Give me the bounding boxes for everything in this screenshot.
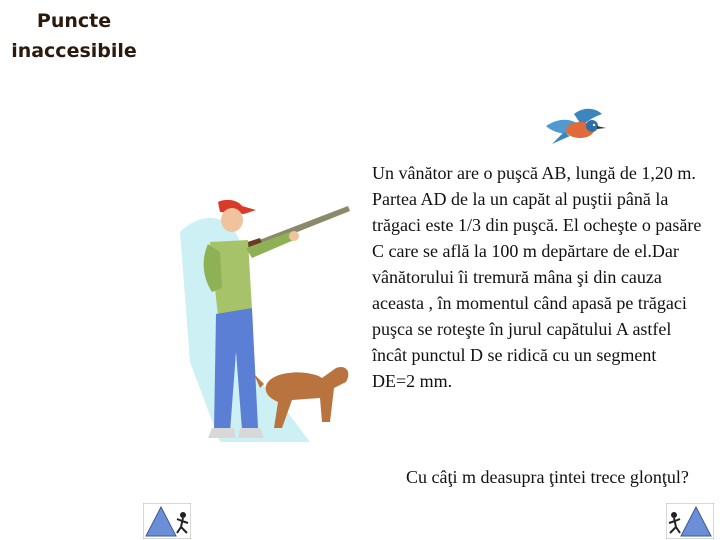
bird-illustration (540, 104, 610, 150)
problem-question (372, 464, 702, 490)
slide-title-line-1: Puncte (36, 10, 112, 32)
slide-title-line-2: inaccesibile (11, 40, 137, 62)
slide-title (4, 6, 144, 66)
next-slide-button[interactable] (666, 503, 714, 539)
prev-slide-button[interactable] (143, 503, 191, 539)
hunter-illustration (160, 192, 360, 452)
problem-paragraph: Un vânător are o puşcă AB, lungă de 1,20 m. Partea AD de la un capăt al puştii până la trăgaci este 1/3 din puşcă. El ocheşte o pasăre C care se află la 100 m depărtare de el.Dar vânătorului îi tremură mâna şi din cauza aceasta , în momentul când apasă pe trăgaci puşca se roteşte în jurul capătului A astfel încât punctul D se ridică cu un segment DE=2 mm. (372, 163, 702, 391)
question-text: Cu câţi m deasupra ţintei trece glonţul? (406, 467, 689, 487)
